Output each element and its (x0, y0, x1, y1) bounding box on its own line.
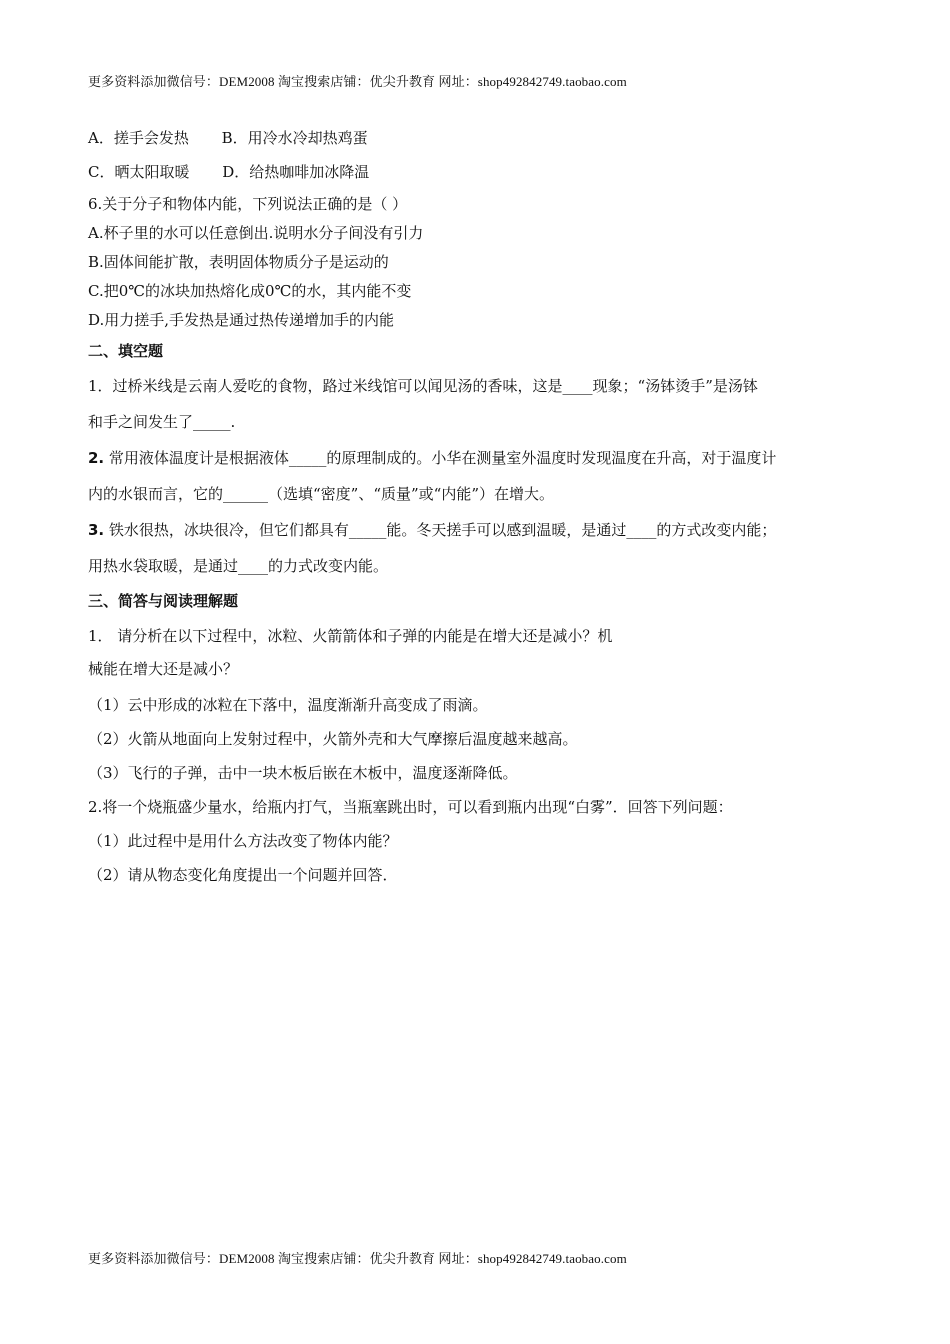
s3-q2-line1: 2.将一个烧瓶盛少量水，给瓶内打气，当瓶塞跳出时，可以看到瓶内出现“白雾”．回答下列问题： (88, 798, 733, 816)
q5-option-c: C．晒太阳取暖 (88, 163, 190, 181)
s2-q2-number: 2. (88, 449, 105, 467)
section2-title: 二、填空题 (88, 342, 164, 360)
s2-q3-line2: 用热水袋取暖，是通过____的力式改变内能。 (88, 557, 389, 575)
s3-q2-part2: （2）请从物态变化角度提出一个问题并回答． (88, 866, 398, 884)
q5-option-b: B．用冷水冷却热鸡蛋 (221, 129, 368, 147)
q6-option-b: B.固体间能扩散，表明固体物质分子是运动的 (88, 253, 389, 271)
section3-title: 三、简答与阅读理解题 (88, 592, 239, 610)
q6-option-c: C.把0℃的冰块加热熔化成0℃的水，其内能不变 (88, 282, 412, 300)
q6-option-a: A.杯子里的水可以任意倒出.说明水分子间没有引力 (88, 224, 424, 242)
s2-q2-text: 常用液体温度计是根据液体_____的原理制成的。小华在测量室外温度时发现温度在升高，对于温度计 (104, 449, 777, 467)
q5-option-a: A．搓手会发热 (88, 129, 189, 147)
s2-q3-line1 (88, 520, 776, 540)
s2-q1-line2: 和手之间发生了_____. (88, 413, 236, 431)
s2-q2-line2: 内的水银而言，它的______（选填“密度”、“质量”或“内能”）在增大。 (88, 485, 555, 503)
q5-options-row-2 (88, 162, 369, 182)
s2-q2-line1 (88, 448, 776, 468)
s3-q2-part1: （1）此过程中是用什么方法改变了物体内能？ (88, 832, 398, 850)
s2-q3-text: 铁水很热，冰块很冷，但它们都具有_____能。冬天搓手可以感到温暖，是通过____的方式改变内能； (104, 521, 777, 539)
s2-q1-line1: 1．过桥米线是云南人爱吃的食物，路过米线馆可以闻见汤的香味，这是____现象；“汤钵烫手”是汤钵 (88, 377, 758, 395)
s3-q1-line2: 械能在增大还是减小？ (88, 660, 239, 678)
q6-option-d: D.用力搓手,手发热是通过热传递增加手的内能 (88, 311, 395, 329)
s3-q1-part3: （3）飞行的子弹，击中一块木板后嵌在木板中，温度逐渐降低。 (88, 764, 518, 782)
page-footer: 更多资料添加微信号：DEM2008 淘宝搜索店铺：优尖升教育 网址：shop492842749.taobao.com (88, 1251, 627, 1266)
s3-q1-part1: （1）云中形成的冰粒在下落中，温度渐渐升高变成了雨滴。 (88, 696, 488, 714)
q6-stem: 6.关于分子和物体内能，下列说法正确的是（ ） (88, 195, 408, 213)
q5-option-d: D．给热咖啡加冰降温 (222, 163, 370, 181)
s3-q1-line1: 1． 请分析在以下过程中，冰粒、火箭箭体和子弹的内能是在增大还是减小？机 (88, 627, 613, 645)
page-header: 更多资料添加微信号：DEM2008 淘宝搜索店铺：优尖升教育 网址：shop492842749.taobao.com (88, 74, 627, 89)
s2-q3-number: 3. (88, 521, 105, 539)
s3-q1-part2: （2）火箭从地面向上发射过程中，火箭外壳和大气摩擦后温度越来越高。 (88, 730, 578, 748)
q5-options-row-1 (88, 128, 368, 148)
